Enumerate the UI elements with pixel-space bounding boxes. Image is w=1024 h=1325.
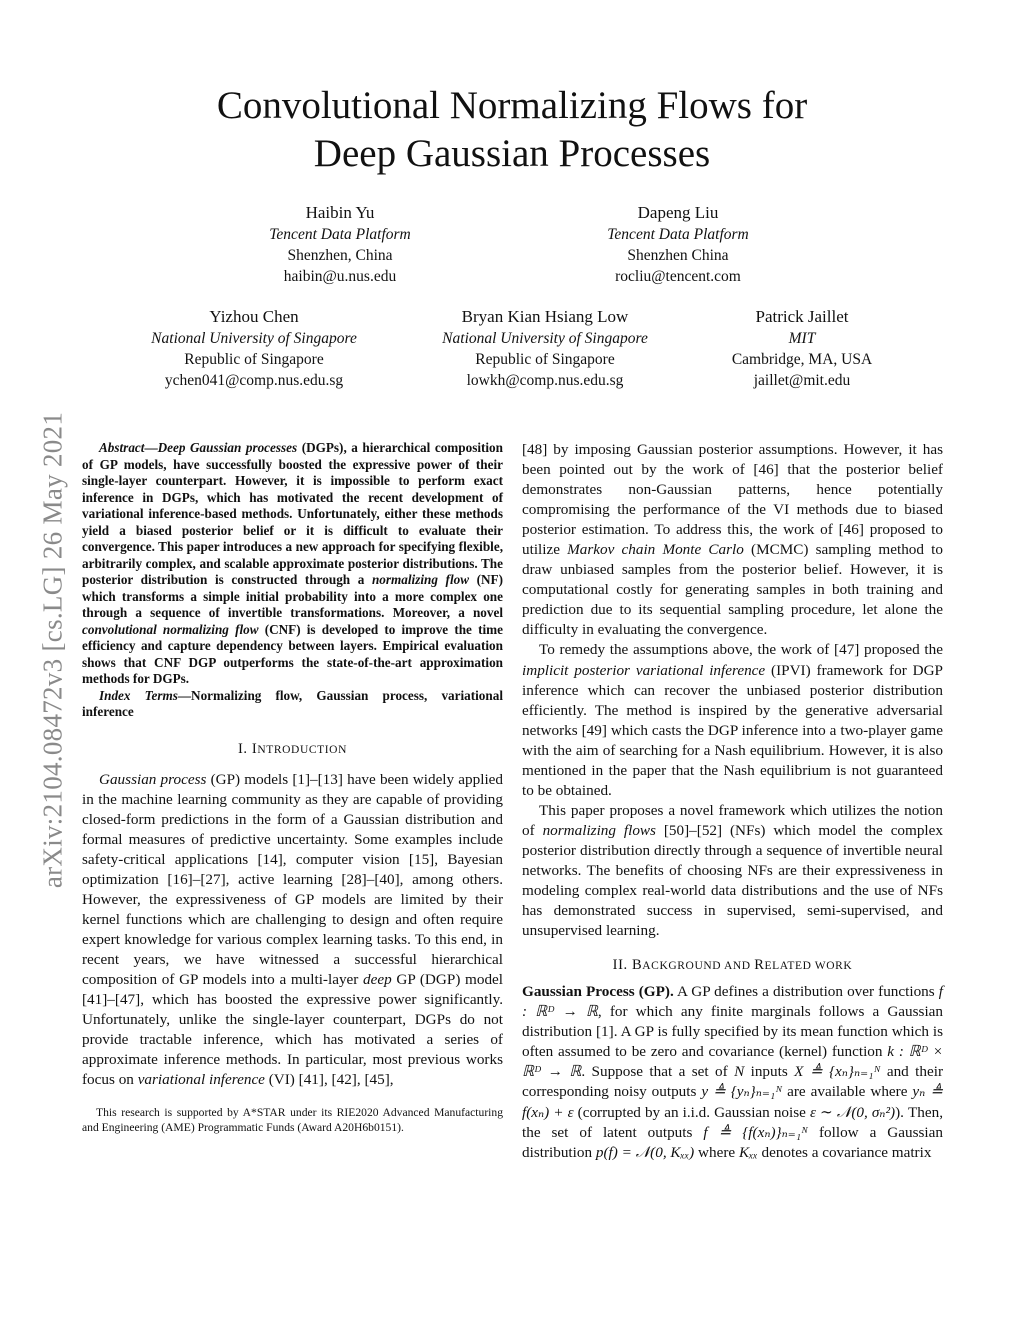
author-affiliation: Tencent Data Platform xyxy=(607,226,749,243)
arxiv-sidebar xyxy=(28,350,78,950)
author-location: Shenzhen China xyxy=(627,247,729,264)
right-paragraph-3: This paper proposes a novel framework which utilizes the notion of normalizing flows [50]–[52] (NFs) which model the complex posterior distribution directly through a sequence of invertible neural networks. The benefits of choosing NFs are their expressiveness in modeling complex real-world data distributions and the use of NFs has demonstrated success in supervised, semi-supervised, and unsupervised learning. xyxy=(522,801,943,940)
author-affiliation: National University of Singapore xyxy=(442,330,648,347)
author-name: Haibin Yu xyxy=(305,203,375,222)
abstract: Abstract—Deep Gaussian processes (DGPs), a hierarchical composition of GP models, have successfully boosted the expressive power of their single-layer counterpart. However, it is impossible to perform exact inference in DGPs, which has motivated the recent development of variational inference-based methods. Unfortunately, either these methods yield a biased posterior belief or it is difficult to evaluate their convergence. This paper introduces a new approach for specifying flexible, arbitrarily complex, and scalable approximate posterior distributions. The posterior distribution is constructed through a normalizing flow (NF) which transforms a simple initial probability into a more complex one through a sequence of invertible transformations. Moreover, a novel convolutional normalizing flow (CNF) is developed to improve the time efficiency and capture dependency between layers. Empirical evaluation shows that CNF DGP outperforms the state-of-the-art approximation methods for DGPs. xyxy=(82,440,503,686)
right-paragraph-2: To remedy the assumptions above, the work of [47] proposed the implicit posterior variational inference (IPVI) framework for DGP inference which can recover the unbiased posterior distribution efficiently. The method is inspired by the generative adversarial networks [49] which casts the DGP inference into a two-player game with the aim of searching for a Nash equilibrium. However, it is also mentioned in the paper that the Nash equilibrium is not guaranteed to be obtained. xyxy=(522,641,944,799)
author-block-low xyxy=(405,306,685,391)
author-email[interactable]: ychen041@comp.nus.edu.sg xyxy=(164,372,344,389)
author-location: Cambridge, MA, USA xyxy=(731,351,873,368)
paper-title xyxy=(120,82,904,178)
title-line-2: Deep Gaussian Processes xyxy=(313,132,711,175)
footnote: This research is supported by A*STAR under its RIE2020 Advanced Manufacturing and Engineering (AME) Programmatic Funds (Award A20H6b0151). xyxy=(82,1106,503,1134)
author-block-liu xyxy=(538,202,818,287)
arxiv-identifier: arXiv:2104.08472v3 [cs.LG] 26 May 2021 xyxy=(37,411,68,889)
abstract-label: Abstract xyxy=(99,440,145,455)
author-email[interactable]: rocliu@tencent.com xyxy=(615,268,741,285)
author-name: Yizhou Chen xyxy=(209,307,299,326)
author-block-chen xyxy=(114,306,394,391)
right-column xyxy=(522,440,943,1163)
abstract-term: Deep Gaussian processes xyxy=(157,440,298,455)
left-column xyxy=(82,440,503,1135)
intro-paragraph: Gaussian process (GP) models [1]–[13] have been widely applied in the machine learning community as they are capable of providing closed-form predictions in the form of a Gaussian distribution and formal measures of predictive uncertainty. Some examples include safety-critical applications [14], computer vision [15], Bayesian optimization [16]–[27], active learning [28]–[40], among others. However, the expressiveness of GP models are limited by their kernel functions which are challenging to design and often require expert knowledge for various complex learning tasks. To this end, in recent years, we have witnessed a successful hierarchical composition of GP models into a multi-layer deep GP (DGP) model [41]–[47], which has boosted the expressive power significantly. Unfortunately, unlike the single-layer counterpart, DGPs do not provide tractable inference, which has motivated a series of approximate inference methods. In particular, most previous works focus on variational inference (VI) [41], [42], [45], xyxy=(82,770,504,1089)
title-line-1: Convolutional Normalizing Flows for xyxy=(216,84,808,127)
author-email[interactable]: jaillet@mit.edu xyxy=(753,372,851,389)
gp-paragraph: Gaussian Process (GP). A GP defines a distribution over functions f : ℝᴰ → ℝ, for which any finite marginals follows a Gaussian distribution [1]. A GP is fully specified by its mean function which is often assumed to be zero and covariance (kernel) function k : ℝᴰ × ℝᴰ → ℝ. Suppose that a set of N inputs X ≜ {xₙ}ₙ₌₁ᴺ and their corresponding noisy outputs y ≜ {yₙ}ₙ₌₁ᴺ are available where yₙ ≜ f(xₙ) + ε (corrupted by an i.i.d. Gaussian noise ε ∼ 𝒩(0, σₙ²)). Then, the set of latent outputs f ≜ {f(xₙ)}ₙ₌₁ᴺ follow a Gaussian distribution p(f) = 𝒩(0, Kₓₓ) where Kₓₓ denotes a covariance matrix xyxy=(522,983,944,1161)
index-terms-label: Index Terms xyxy=(99,687,178,703)
author-location: Republic of Singapore xyxy=(184,351,324,368)
author-affiliation: MIT xyxy=(788,330,816,347)
author-location: Shenzhen, China xyxy=(287,247,393,264)
author-block-jaillet xyxy=(662,306,942,391)
section-heading-introduction: I. INTRODUCTION xyxy=(238,740,347,757)
index-terms: Index Terms—Normalizing flow, Gaussian process, variational inference xyxy=(82,687,503,719)
author-name: Patrick Jaillet xyxy=(755,307,849,326)
author-email[interactable]: haibin@u.nus.edu xyxy=(283,268,397,285)
right-paragraph-1: [48] by imposing Gaussian posterior assumptions. However, it has been pointed out by the work of [46] that the posterior belief demonstrates non-Gaussian patterns, hence potentially compromising the performance of the VI methods due to biased posterior estimation. To address this, the work of [46] proposed to utilize Markov chain Monte Carlo (MCMC) sampling method to draw unbiased samples from the posterior belief. However, it is computational costly for generating samples in both training and prediction due to its sequential sampling procedure, let alone the difficulty in evaluating the convergence. xyxy=(522,441,943,639)
gp-heading: Gaussian Process (GP). xyxy=(522,983,674,1001)
author-email[interactable]: lowkh@comp.nus.edu.sg xyxy=(466,372,624,389)
author-affiliation: Tencent Data Platform xyxy=(269,226,411,243)
section-heading-background: II. BACKGROUND AND RELATED WORK xyxy=(612,957,853,974)
author-block-yu xyxy=(200,202,480,287)
author-location: Republic of Singapore xyxy=(475,351,615,368)
author-affiliation: National University of Singapore xyxy=(151,330,357,347)
author-name: Dapeng Liu xyxy=(637,203,719,222)
author-name: Bryan Kian Hsiang Low xyxy=(461,307,629,326)
